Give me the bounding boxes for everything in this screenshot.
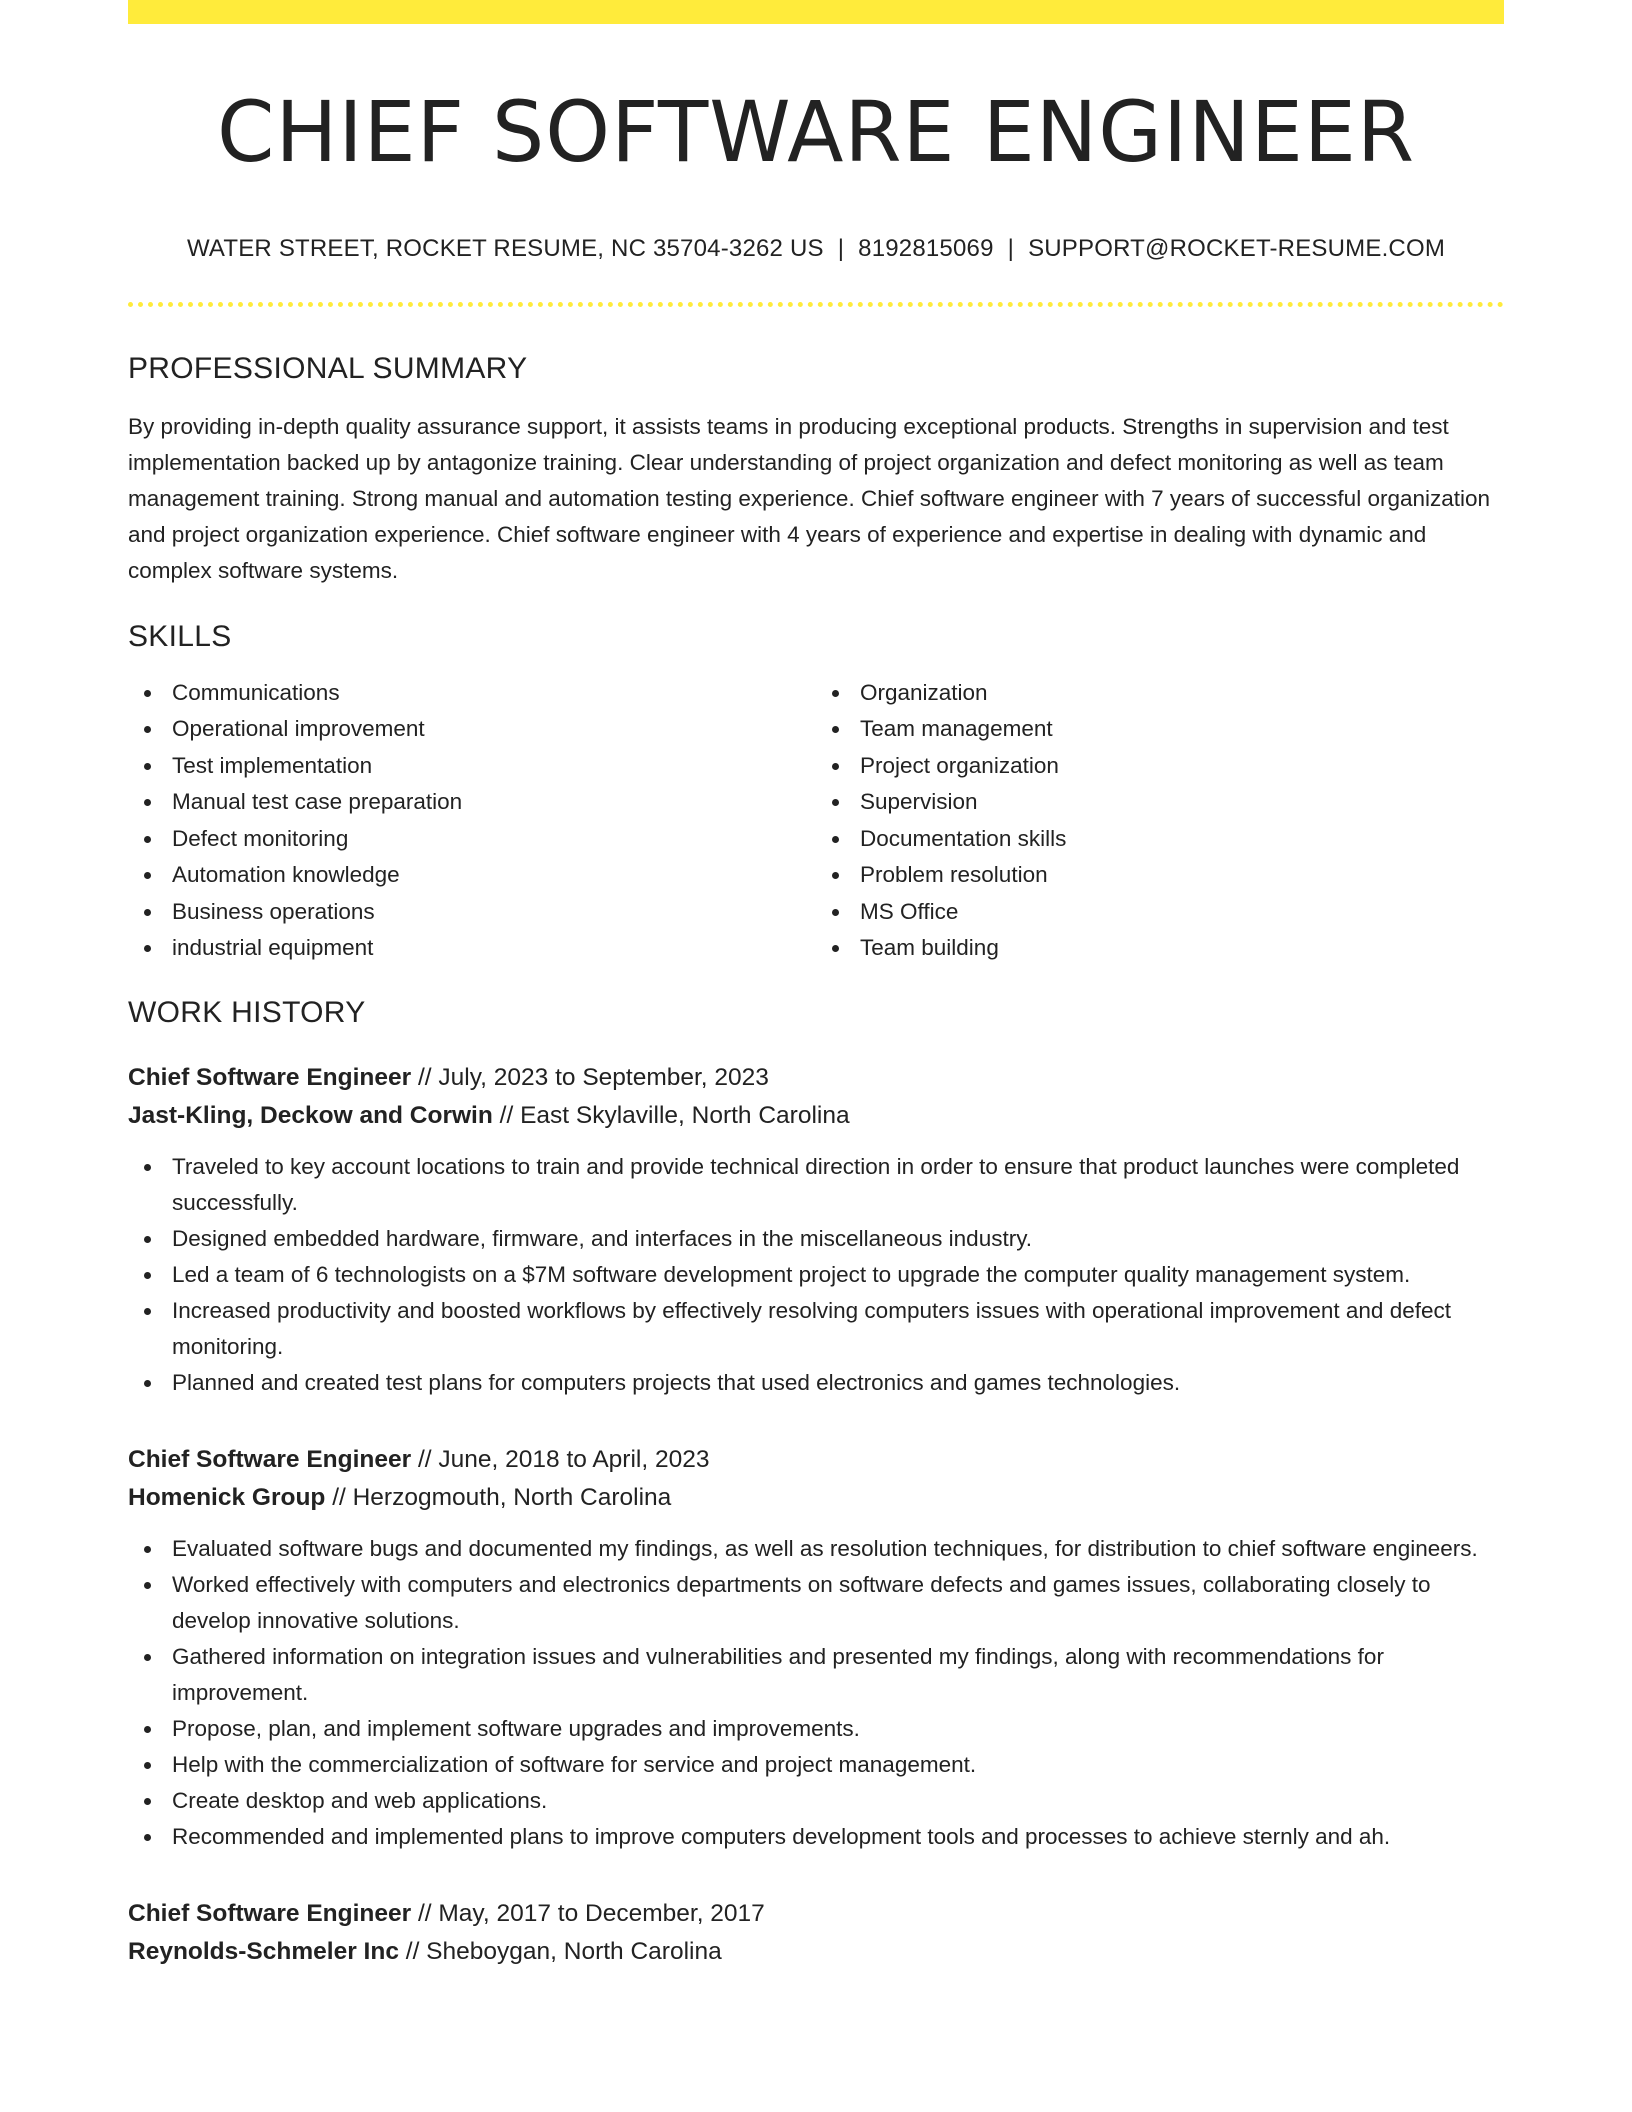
job-location: // Herzogmouth, North Carolina — [325, 1483, 672, 1511]
job-bullet: Recommended and implemented plans to improve computers development tools and processes to achieve sternly and ah. — [128, 1819, 1504, 1855]
job-company-line — [128, 1933, 1504, 1971]
job-company: Homenick Group — [128, 1483, 326, 1511]
job-dates: // May, 2017 to December, 2017 — [411, 1899, 765, 1927]
job-bullet: Increased productivity and boosted workflows by effectively resolving computers issues with operational improvement and defect monitoring. — [128, 1293, 1504, 1365]
job-bullets — [128, 1149, 1504, 1401]
skill-item: Team management — [816, 711, 1504, 748]
job-bullet: Planned and created test plans for computers projects that used electronics and games technologies. — [128, 1365, 1504, 1401]
skill-item: Documentation skills — [816, 821, 1504, 858]
skill-item: Operational improvement — [128, 711, 816, 748]
job-bullet: Designed embedded hardware, firmware, and interfaces in the miscellaneous industry. — [128, 1221, 1504, 1257]
work-history-heading: WORK HISTORY — [128, 995, 366, 1029]
job-dates: // June, 2018 to April, 2023 — [411, 1445, 710, 1473]
skills-column-left — [128, 675, 816, 967]
job-bullets — [128, 1531, 1504, 1855]
job-bullet: Gathered information on integration issues and vulnerabilities and presented my findings, along with recommendations for improvement. — [128, 1639, 1504, 1711]
job-bullet: Worked effectively with computers and electronics departments on software defects and games issues, collaborating closely to develop innovative solutions. — [128, 1567, 1504, 1639]
job-bullet: Help with the commercialization of software for service and project management. — [128, 1747, 1504, 1783]
skill-item: industrial equipment — [128, 930, 816, 967]
job-bullet: Led a team of 6 technologists on a $7M software development project to upgrade the computer quality management system. — [128, 1257, 1504, 1293]
skill-item: Problem resolution — [816, 857, 1504, 894]
job-company: Reynolds-Schmeler Inc — [128, 1937, 399, 1965]
skill-item: Supervision — [816, 784, 1504, 821]
job-entry — [128, 1441, 1504, 1855]
job-bullet: Traveled to key account locations to train and provide technical direction in order to ensure that product launches were completed successfully. — [128, 1149, 1504, 1221]
skill-item: Manual test case preparation — [128, 784, 816, 821]
accent-bar — [128, 0, 1504, 24]
job-title-line — [128, 1895, 1504, 1933]
skill-item: Business operations — [128, 894, 816, 931]
job-location: // East Skylaville, North Carolina — [492, 1101, 850, 1129]
contact-separator: | — [1007, 234, 1015, 262]
skill-item: MS Office — [816, 894, 1504, 931]
job-bullet: Evaluated software bugs and documented my findings, as well as resolution techniques, for distribution to chief software engineers. — [128, 1531, 1504, 1567]
skill-item: Team building — [816, 930, 1504, 967]
job-bullet: Propose, plan, and implement software upgrades and improvements. — [128, 1711, 1504, 1747]
phone-text: 8192815069 — [858, 234, 994, 262]
job-dates: // July, 2023 to September, 2023 — [411, 1063, 769, 1091]
skill-item: Test implementation — [128, 748, 816, 785]
section-divider — [128, 302, 1504, 307]
job-title-line — [128, 1059, 1504, 1097]
summary-heading: PROFESSIONAL SUMMARY — [128, 351, 528, 385]
skills-grid — [128, 675, 1504, 967]
job-company-line — [128, 1479, 1504, 1517]
skill-item: Project organization — [816, 748, 1504, 785]
resume-page — [128, 0, 1504, 1971]
job-title: Chief Software Engineer — [128, 1899, 412, 1927]
job-entry — [128, 1059, 1504, 1401]
job-location: // Sheboygan, North Carolina — [398, 1937, 722, 1965]
skills-heading: SKILLS — [128, 619, 232, 653]
skill-item: Organization — [816, 675, 1504, 712]
email-text: SUPPORT@ROCKET-RESUME.COM — [1028, 234, 1446, 262]
job-title: Chief Software Engineer — [128, 1063, 412, 1091]
skill-item: Communications — [128, 675, 816, 712]
address-text: WATER STREET, ROCKET RESUME, NC 35704-3262 US — [186, 234, 824, 262]
candidate-name: CHIEF SOFTWARE ENGINEER — [216, 83, 1416, 181]
job-company-line — [128, 1097, 1504, 1135]
skill-item: Defect monitoring — [128, 821, 816, 858]
summary-text: By providing in-depth quality assurance support, it assists teams in producing exceptional products. Strengths in supervision and test implementation backed up by antagonize training. Clear understanding of project organization and defect monitoring as well as team management training. Strong manual and automation testing experience. Chief software engineer with 7 years of successful organization and project organization experience. Chief software engineer with 4 years of experience and expertise in dealing with dynamic and complex software systems. — [128, 413, 1491, 583]
job-title-line — [128, 1441, 1504, 1479]
job-title: Chief Software Engineer — [128, 1445, 412, 1473]
job-bullet: Create desktop and web applications. — [128, 1783, 1504, 1819]
job-entry — [128, 1895, 1504, 1971]
job-company: Jast-Kling, Deckow and Corwin — [128, 1101, 493, 1129]
contact-line — [128, 235, 1504, 264]
work-history-list — [128, 1059, 1504, 1971]
skills-column-right — [816, 675, 1504, 967]
skill-item: Automation knowledge — [128, 857, 816, 894]
contact-separator: | — [837, 234, 845, 262]
